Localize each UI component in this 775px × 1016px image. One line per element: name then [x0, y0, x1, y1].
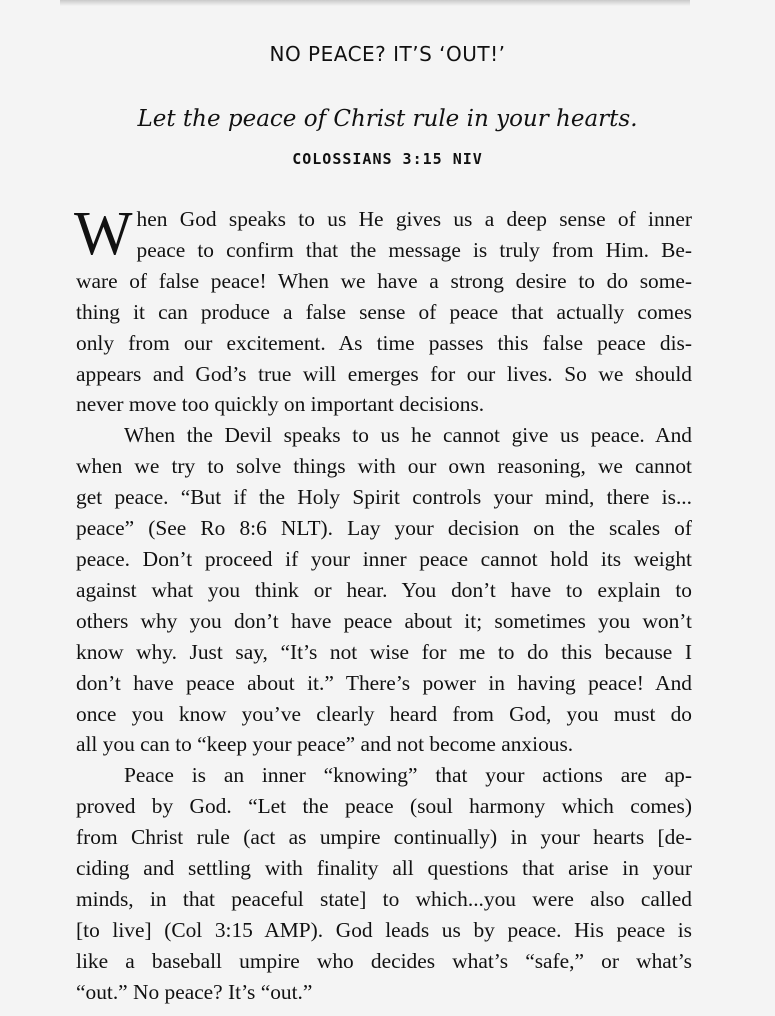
paragraph-line: others why you don’t have peace about it; sometimes you won’t — [76, 608, 692, 633]
paragraph-line: minds, in that peaceful state] to which...you were also called — [76, 886, 692, 911]
devotional-body — [74, 200, 692, 1008]
paragraph-line: from Christ rule (act as umpire continually) in your hearts [de- — [76, 825, 692, 850]
paragraph-line: once you know you’ve clearly heard from God, you must do — [76, 701, 692, 726]
paragraph-line: against what you think or hear. You don’t have to explain to — [76, 577, 692, 602]
paragraph-line: like a baseball umpire who decides what’s “safe,” or what’s — [76, 948, 692, 973]
paragraph-3 — [76, 760, 692, 1007]
paragraph-line: peace” (See Ro 8:6 NLT). Lay your decision on the scales of — [76, 516, 692, 541]
paragraph-line: ciding and settling with finality all questions that arise in your — [76, 856, 692, 881]
paragraph-line: never move too quickly on important decisions. — [76, 392, 485, 417]
paragraph-line: know why. Just say, “It’s not wise for me to do this because I — [76, 639, 692, 664]
paragraph-line: don’t have peace about it.” There’s power in having peace! And — [76, 670, 692, 695]
paragraph-line: peace to confirm that the message is truly from Him. Be- — [136, 237, 692, 262]
paragraph-line: ware of false peace! When we have a strong desire to do some- — [76, 268, 692, 293]
paragraph-line: proved by God. “Let the peace (soul harmony which comes) — [76, 794, 692, 819]
paragraph-line: thing it can produce a false sense of peace that actually comes — [76, 299, 692, 324]
paragraph-line: hen God speaks to us He gives us a deep sense of inner — [136, 207, 692, 231]
page-top-edge — [60, 0, 690, 6]
paragraph-line: only from our excitement. As time passes this false peace dis- — [76, 330, 692, 355]
paragraph-2 — [76, 420, 692, 760]
paragraph-1 — [74, 200, 692, 420]
paragraph-line: get peace. “But if the Holy Spirit controls your mind, there is... — [76, 485, 692, 510]
paragraph-line: when we try to solve things with our own reasoning, we cannot — [76, 454, 692, 479]
page-title: NO PEACE? IT’S ‘OUT!’ — [269, 42, 506, 66]
scripture-reference: COLOSSIANS 3:15 NIV — [292, 150, 483, 168]
drop-cap: W — [74, 200, 133, 268]
paragraph-line: appears and God’s true will emerges for our lives. So we should — [76, 361, 692, 386]
paragraph-line: [to live] (Col 3:15 AMP). God leads us by peace. His peace is — [76, 917, 692, 942]
paragraph-line: peace. Don’t proceed if your inner peace cannot hold its weight — [76, 546, 692, 571]
paragraph-line: Peace is an inner “knowing” that your actions are ap- — [124, 763, 692, 788]
paragraph-line: “out.” No peace? It’s “out.” — [76, 979, 313, 1004]
paragraph-line: all you can to “keep your peace” and not become anxious. — [76, 732, 574, 757]
scripture-verse: Let the peace of Christ rule in your hearts. — [137, 106, 638, 132]
paragraph-line: When the Devil speaks to us he cannot give us peace. And — [124, 423, 692, 448]
